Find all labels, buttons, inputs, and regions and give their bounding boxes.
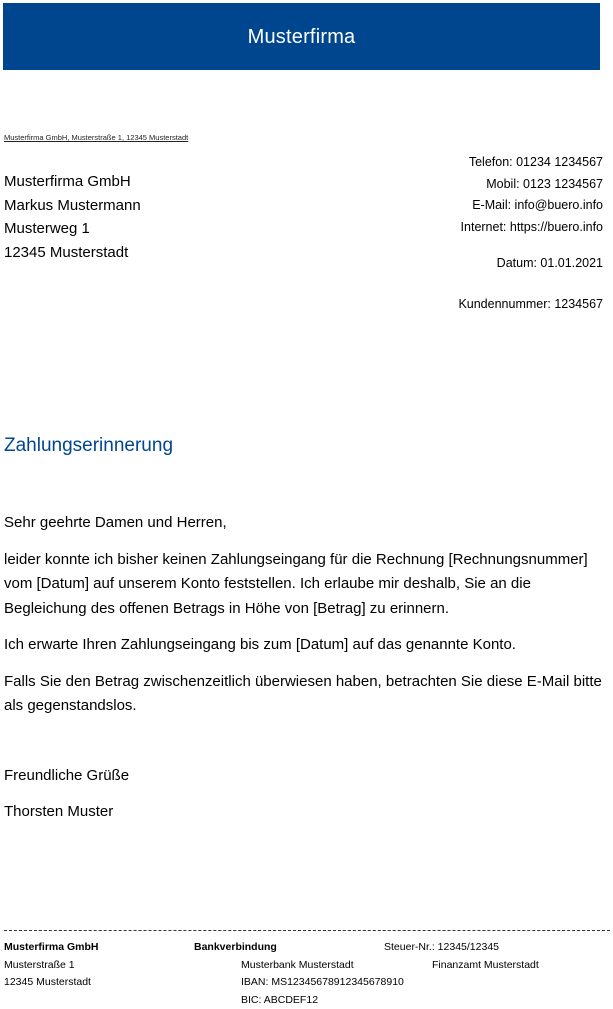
footer-bank-bic: BIC: ABCDEF12 [241,992,404,1009]
contact-telefon: Telefon: 01234 1234567 [461,152,603,174]
letter-subject: Zahlungserinnerung [4,435,173,457]
contact-internet: Internet: https://buero.info [461,217,603,239]
footer-company-street: Musterstraße 1 [4,957,99,975]
footer-company-city: 12345 Musterstadt [4,974,99,992]
letterhead-banner [3,3,600,70]
footer-divider [4,930,610,931]
letter-body [4,511,609,731]
sender-return-address: Musterfirma GmbH, Musterstraße 1, 12345 Musterstadt [4,133,188,142]
footer-bank-name: Musterbank Musterstadt [241,957,404,975]
recipient-city: 12345 Musterstadt [4,241,141,265]
closing-phrase: Freundliche Grüße [4,767,129,784]
footer-tax-office-column [432,957,539,975]
company-title: Musterfirma [248,26,356,49]
footer-tax-number-column [384,939,499,957]
footer-tax-number: Steuer-Nr.: 12345/12345 [384,939,499,957]
footer-tax-office: Finanzamt Musterstadt [432,957,539,975]
footer-bank-heading-column [194,939,277,957]
body-paragraph: Ich erwarte Ihren Zahlungseingang bis zum [Datum] auf das genannte Konto. [4,633,609,658]
footer-bank-heading: Bankverbindung [194,939,277,957]
signature-name: Thorsten Muster [4,803,113,820]
footer-bank-column [241,957,404,1009]
recipient-address [4,170,141,264]
contact-email: E-Mail: info@buero.info [461,195,603,217]
customer-number: Kundennummer: 1234567 [458,297,603,311]
contact-block [461,152,603,238]
recipient-street: Musterweg 1 [4,217,141,241]
salutation: Sehr geehrte Damen und Herren, [4,511,609,536]
body-paragraph: Falls Sie den Betrag zwischenzeitlich überwiesen haben, betrachten Sie diese E-Mail bitte als gegenstandslos. [4,670,609,719]
contact-mobil: Mobil: 0123 1234567 [461,174,603,196]
body-paragraph: leider konnte ich bisher keinen Zahlungseingang für die Rechnung [Rechnungsnummer] vom [Datum] auf unserem Konto feststellen. Ich erlaube mir deshalb, Sie an die Begleichung des offenen Betrags in Höhe von [Betrag] zu erinnern. [4,548,609,622]
footer-company-column [4,939,99,992]
footer-company-name: Musterfirma GmbH [4,939,99,957]
recipient-name: Markus Mustermann [4,194,141,218]
recipient-company: Musterfirma GmbH [4,170,141,194]
letter-date: Datum: 01.01.2021 [497,256,603,270]
footer-bank-iban: IBAN: MS12345678912345678910 [241,974,404,992]
